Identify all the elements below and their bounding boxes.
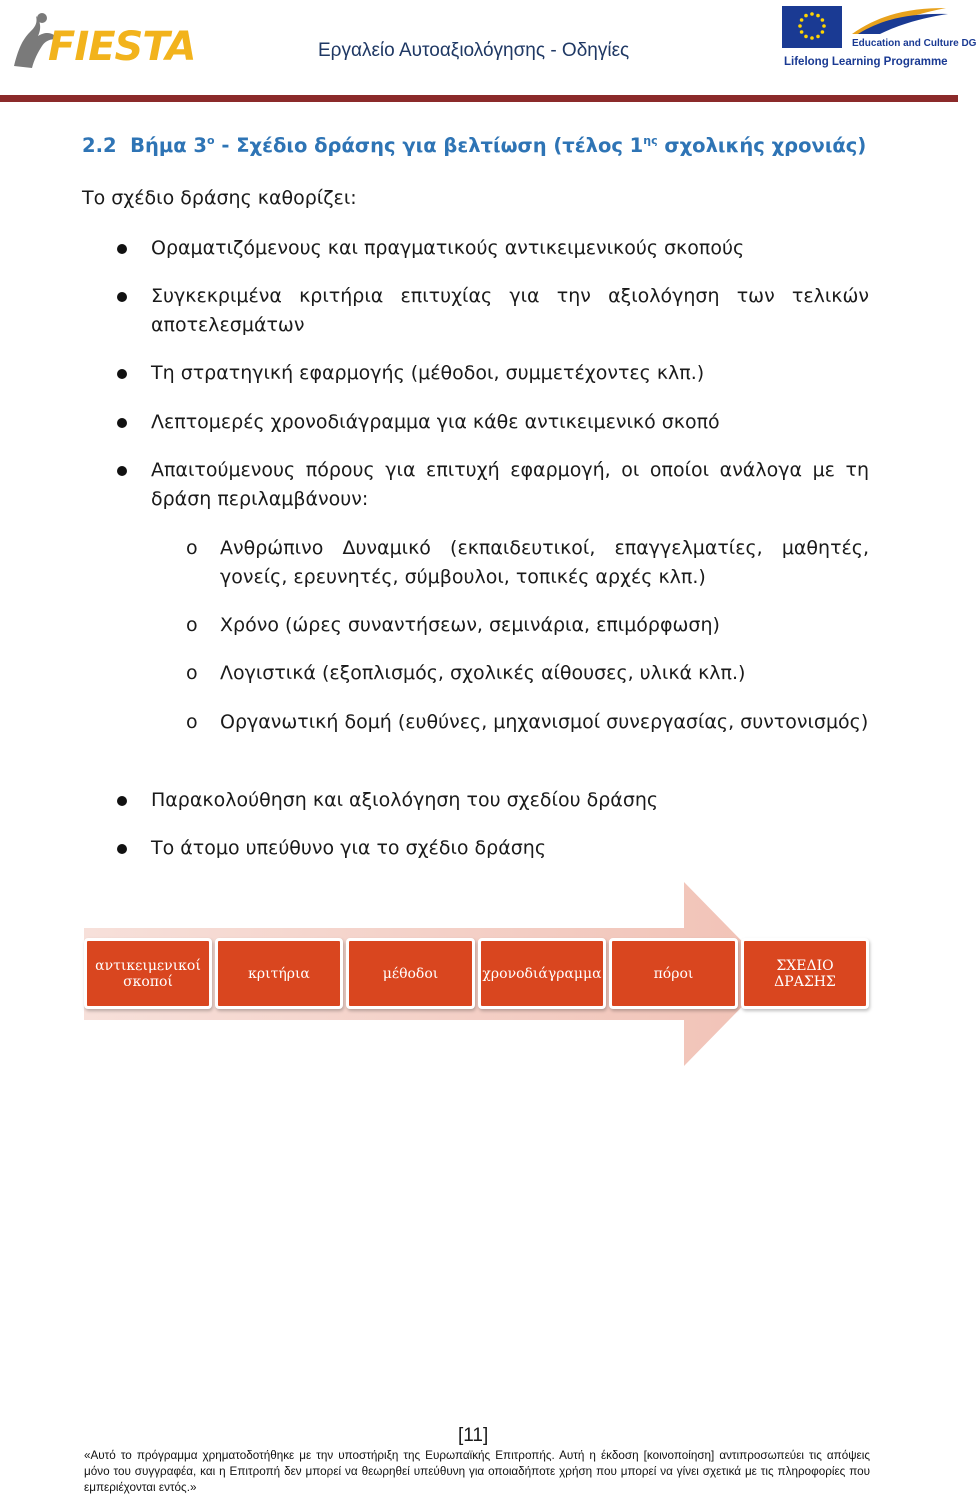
swoosh-icon	[850, 4, 950, 36]
sub-bullet-marker: o	[186, 537, 198, 559]
heading-part-2: - Σχέδιο δράσης για βελτίωση (τέλος 1	[214, 134, 644, 157]
header-divider	[0, 95, 958, 102]
diagram-step-objectives: αντικειμενικοί σκοποί	[84, 938, 212, 1009]
section-number: 2.2	[82, 134, 117, 157]
page-number: [11]	[458, 1425, 489, 1446]
bullet-marker	[117, 292, 127, 302]
section-heading	[82, 134, 866, 157]
list-item: Συγκεκριμένα κριτήρια επιτυχίας για την αξιολόγηση των τελικών αποτελεσμάτων	[151, 285, 869, 336]
sub-bullet-marker: o	[186, 614, 198, 636]
sub-bullet-marker: o	[186, 662, 198, 684]
list-item: Τη στρατηγική εφαρμογής (μέθοδοι, συμμετέχοντες κλπ.)	[151, 362, 705, 384]
diagram-step-criteria: κριτήρια	[215, 938, 343, 1009]
bullet-marker	[117, 844, 127, 854]
bullet-marker	[117, 244, 127, 254]
heading-part-3: σχολικής χρονιάς)	[657, 134, 867, 157]
fiesta-logo-text: FIESTA	[48, 24, 196, 70]
diagram-step-timeline: χρονοδιάγραμμα	[478, 938, 606, 1009]
list-item: Λεπτομερές χρονοδιάγραμμα για κάθε αντικειμενικό σκοπό	[151, 411, 720, 433]
eu-dg-label: Education and Culture DG	[852, 38, 976, 49]
heading-superscript-2: ης	[643, 134, 658, 147]
diagram-step-resources: πόροι	[609, 938, 738, 1009]
diagram-step-methods: μέθοδοι	[346, 938, 475, 1009]
sub-bullet-marker: o	[186, 711, 198, 733]
bullet-marker	[117, 418, 127, 428]
diagram-step-action-plan: ΣΧΕΔΙΟ ΔΡΑΣΗΣ	[741, 938, 869, 1009]
list-item: Το άτομο υπεύθυνο για το σχέδιο δράσης	[151, 837, 546, 859]
list-item: Παρακολούθηση και αξιολόγηση του σχεδίου δράσης	[151, 789, 659, 811]
eu-flag-icon	[782, 6, 842, 48]
eu-logo	[782, 4, 976, 74]
sub-list-item: Λογιστικά (εξοπλισμός, σχολικές αίθουσες, υλικά κλπ.)	[220, 662, 746, 684]
document-title: Εργαλείο Αυτοαξιολόγησης - Οδηγίες	[318, 40, 630, 61]
action-plan-process-diagram	[84, 880, 874, 1070]
list-item: Απαιτούμενους πόρους για επιτυχή εφαρμογή, οι οποίοι ανάλογα με τη δράση περιλαμβάνουν:	[151, 459, 869, 510]
intro-text: Το σχέδιο δράσης καθορίζει:	[82, 187, 357, 209]
sub-list-item: Ανθρώπινο Δυναμικό (εκπαιδευτικοί, επαγγελματίες, μαθητές, γονείς, ερευνητές, σύμβουλοι, τοπικές αρχές κλπ.)	[220, 537, 869, 588]
page-header	[0, 0, 976, 105]
fiesta-logo	[4, 6, 196, 76]
sub-list-item: Χρόνο (ώρες συναντήσεων, σεμινάρια, επιμόρφωση)	[220, 614, 720, 636]
bullet-marker	[117, 466, 127, 476]
sub-list-item: Οργανωτική δομή (ευθύνες, μηχανισμοί συνεργασίας, συντονισμός)	[220, 711, 869, 733]
bullet-marker	[117, 796, 127, 806]
eu-programme-label: Lifelong Learning Programme	[784, 56, 948, 68]
heading-superscript-1: ο	[206, 134, 215, 147]
list-item: Οραματιζόμενους και πραγματικούς αντικειμενικούς σκοπούς	[151, 237, 745, 259]
bullet-marker	[117, 369, 127, 379]
funding-disclaimer: «Αυτό το πρόγραμμα χρηματοδοτήθηκε με την υποστήριξη της Ευρωπαϊκής Επιτροπής. Αυτή η έκδοση [κοινοποίηση] αντιπροσωπεύει τις απόψεις μόνο του συγγραφέα, και η Επιτροπή δεν μπορεί να θεωρηθεί υπεύθυνη για οποιαδήποτε χρήση που μπορεί να γίνει σχετικά με τις πληροφορίες που εμπεριέχονται εντός.»	[84, 1449, 870, 1494]
heading-part-1: Βήμα 3	[130, 134, 207, 157]
